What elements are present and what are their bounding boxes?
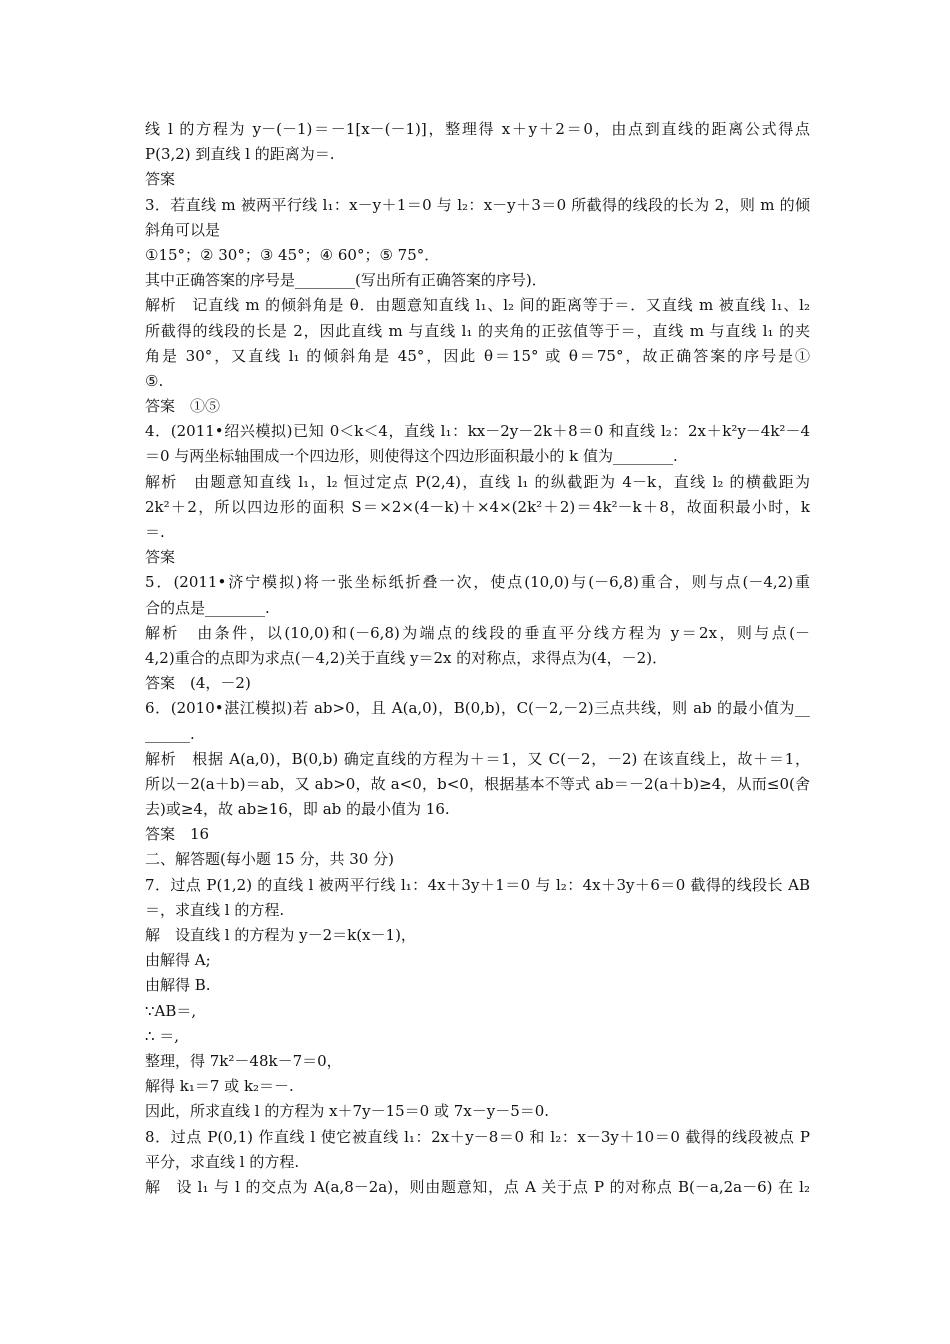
text-line: P(3,2) 到直线 l 的距离为＝.	[145, 145, 335, 164]
text-line: ＝，求直线 l 的方程.	[145, 900, 285, 919]
text-line: 2k²＋2，所以四边形的面积 S＝×2×(4－k)＋×4×(2k²＋2)＝4k²－k＋8，故面积最小时，k	[145, 497, 810, 516]
text-line: 4．(2011•绍兴模拟)已知 0＜k＜4，直线 l₁：kx－2y－2k＋8＝0 和直线 l₂：2x＋k²y－4k²－4	[145, 422, 810, 441]
text-line: 整理，得 7k²－48k－7＝0，	[145, 1051, 342, 1070]
text-line: 答案	[145, 548, 176, 567]
text-line: 答案 (4，－2)	[145, 674, 251, 693]
text-line: 解 设 l₁ 与 l 的交点为 A(a,8－2a)，则由题意知，点 A 关于点 P 的对称点 B(－a,2a－6) 在 l₂	[145, 1177, 810, 1196]
text-line: ＝0 与两坐标轴围成一个四边形，则使得这个四边形面积最小的 k 值为________.	[145, 447, 678, 466]
text-line: 合的点是________.	[145, 598, 270, 617]
text-line: 解析 由题意知直线 l₁，l₂ 恒过定点 P(2,4)，直线 l₁ 的纵截距为 4－k，直线 l₂ 的横截距为	[145, 472, 810, 491]
text-line: 8．过点 P(0,1) 作直线 l 使它被直线 l₁：2x＋y－8＝0 和 l₂：x－3y＋10＝0 截得的线段被点 P	[145, 1127, 810, 1146]
text-line: 其中正确答案的序号是________(写出所有正确答案的序号)．	[145, 271, 547, 290]
text-line: 所以－2(a＋b)＝ab，又 ab>0，故 a<0，b<0，根据基本不等式 ab＝－2(a＋b)≥4，从而≤0(舍	[145, 774, 810, 793]
text-line: 线 l 的方程为 y－(－1)＝－1[x－(－1)]，整理得 x＋y＋2＝0，由点到直线的距离公式得点	[145, 120, 810, 138]
text-line: 答案 ①⑤	[145, 397, 221, 416]
text-line: 解析 记直线 m 的倾斜角是 θ．由题意知直线 l₁、l₂ 间的距离等于＝．又直线 m 被直线 l₁、l₂	[145, 296, 810, 315]
text-line: 角是 30°，又直线 l₁ 的倾斜角是 45°，因此 θ＝15° 或 θ＝75°，故正确答案的序号是①	[145, 346, 810, 365]
text-line: 5．(2011•济宁模拟)将一张坐标纸折叠一次，使点(10,0)与(－6,8)重合，则与点(－4,2)重	[145, 573, 810, 592]
document-body	[145, 117, 810, 1200]
text-line: 所截得的线段的长是 2，因此直线 m 与直线 l₁ 的夹角的正弦值等于＝，直线 m 与直线 l₁ 的夹	[145, 321, 810, 340]
text-line: 4,2)重合的点即为求点(－4,2)关于直线 y＝2x 的对称点，求得点为(4，－2)．	[145, 648, 668, 667]
text-line: ∴ ＝,	[145, 1026, 180, 1045]
text-line: 7．过点 P(1,2) 的直线 l 被两平行线 l₁：4x＋3y＋1＝0 与 l₂：4x＋3y＋6＝0 截得的线段长 AB	[145, 875, 810, 894]
text-line: 由解得 B.	[145, 976, 211, 995]
text-line: 解 设直线 l 的方程为 y－2＝k(x－1)，	[145, 926, 416, 944]
text-line: 去)或≥4，故 ab≥16，即 ab 的最小值为 16.	[145, 800, 450, 819]
text-line: 斜角可以是	[145, 220, 221, 239]
text-line: 平分，求直线 l 的方程.	[145, 1152, 300, 1171]
text-line: ______.	[145, 724, 195, 743]
text-line: ∵AB＝,	[145, 1001, 197, 1020]
text-line: 解得 k₁＝7 或 k₂＝－.	[145, 1077, 294, 1096]
text-line: 二、解答题(每小题 15 分，共 30 分)	[145, 850, 394, 869]
text-line: 答案 16	[145, 825, 210, 844]
text-line: ⑤.	[145, 371, 164, 390]
text-line: 答案	[145, 170, 176, 189]
text-line: 由解得 A;	[145, 951, 211, 970]
text-line: 3．若直线 m 被两平行线 l₁：x－y＋1＝0 与 l₂：x－y＋3＝0 所截得的线段的长为 2，则 m 的倾	[145, 195, 810, 214]
text-line: 因此，所求直线 l 的方程为 x＋7y－15＝0 或 7x－y－5＝0.	[145, 1102, 550, 1121]
text-line: ＝.	[145, 523, 165, 541]
text-line: 6．(2010•湛江模拟)若 ab>0，且 A(a,0)，B(0,b)，C(－2,－2)三点共线，则 ab 的最小值为__	[145, 699, 810, 718]
text-line: 解析 根据 A(a,0)，B(0,b) 确定直线的方程为＋＝1，又 C(－2，－2) 在该直线上，故＋＝1，	[145, 749, 810, 768]
text-line: 解析 由条件，以(10,0)和(－6,8)为端点的线段的垂直平分线方程为 y＝2x，则与点(－	[145, 623, 810, 642]
text-line: ①15°；② 30°；③ 45°；④ 60°；⑤ 75°．	[145, 245, 440, 264]
